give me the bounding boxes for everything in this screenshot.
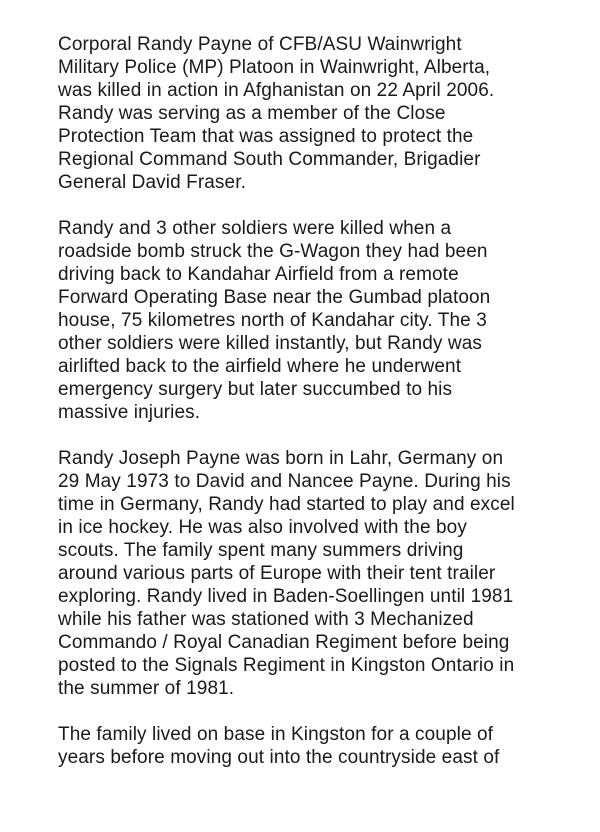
text-line: roadside bomb struck the G-Wagon they had been — [58, 241, 488, 262]
text-line: house, 75 kilometres north of Kandahar city. The 3 — [58, 310, 487, 331]
text-line: the summer of 1981. — [58, 678, 235, 699]
text-line: Randy was serving as a member of the Close — [58, 103, 446, 124]
paragraph-service — [58, 33, 598, 194]
text-line: Protection Team that was assigned to protect the — [58, 126, 474, 147]
text-line: years before moving out into the countryside east of — [58, 747, 500, 768]
text-line: Corporal Randy Payne of CFB/ASU Wainwright — [58, 34, 462, 55]
text-line: while his father was stationed with 3 Mechanized — [58, 609, 474, 630]
text-line: Forward Operating Base near the Gumbad platoon — [58, 287, 491, 308]
text-line: Randy and 3 other soldiers were killed when a — [58, 218, 452, 239]
text-line: airlifted back to the airfield where he underwent — [58, 356, 462, 377]
text-line: General David Fraser. — [58, 172, 246, 193]
text-line: posted to the Signals Regiment in Kingston Ontario in — [58, 655, 515, 676]
text-line: was killed in action in Afghanistan on 22 April 2006. — [58, 80, 495, 101]
text-line: exploring. Randy lived in Baden-Soellingen until 1981 — [58, 586, 514, 607]
paragraph-early-life — [58, 447, 598, 700]
text-line: The family lived on base in Kingston for a couple of — [58, 724, 494, 745]
paragraph-kingston — [58, 723, 598, 769]
text-line: Commando / Royal Canadian Regiment before being — [58, 632, 510, 653]
text-line: scouts. The family spent many summers driving — [58, 540, 464, 561]
text-line: emergency surgery but later succumbed to his — [58, 379, 453, 400]
text-line: driving back to Kandahar Airfield from a remote — [58, 264, 459, 285]
text-line: in ice hockey. He was also involved with the boy — [58, 517, 467, 538]
text-line: 29 May 1973 to David and Nancee Payne. During his — [58, 471, 511, 492]
text-line: Regional Command South Commander, Brigadier — [58, 149, 481, 170]
text-line: Military Police (MP) Platoon in Wainwright, Alberta, — [58, 57, 491, 78]
text-line: massive injuries. — [58, 402, 201, 423]
paragraph-incident — [58, 217, 598, 424]
document-page — [58, 33, 598, 792]
text-line: Randy Joseph Payne was born in Lahr, Germany on — [58, 448, 504, 469]
text-line: other soldiers were killed instantly, but Randy was — [58, 333, 482, 354]
text-line: time in Germany, Randy had started to play and excel — [58, 494, 515, 515]
text-line: around various parts of Europe with their tent trailer — [58, 563, 496, 584]
